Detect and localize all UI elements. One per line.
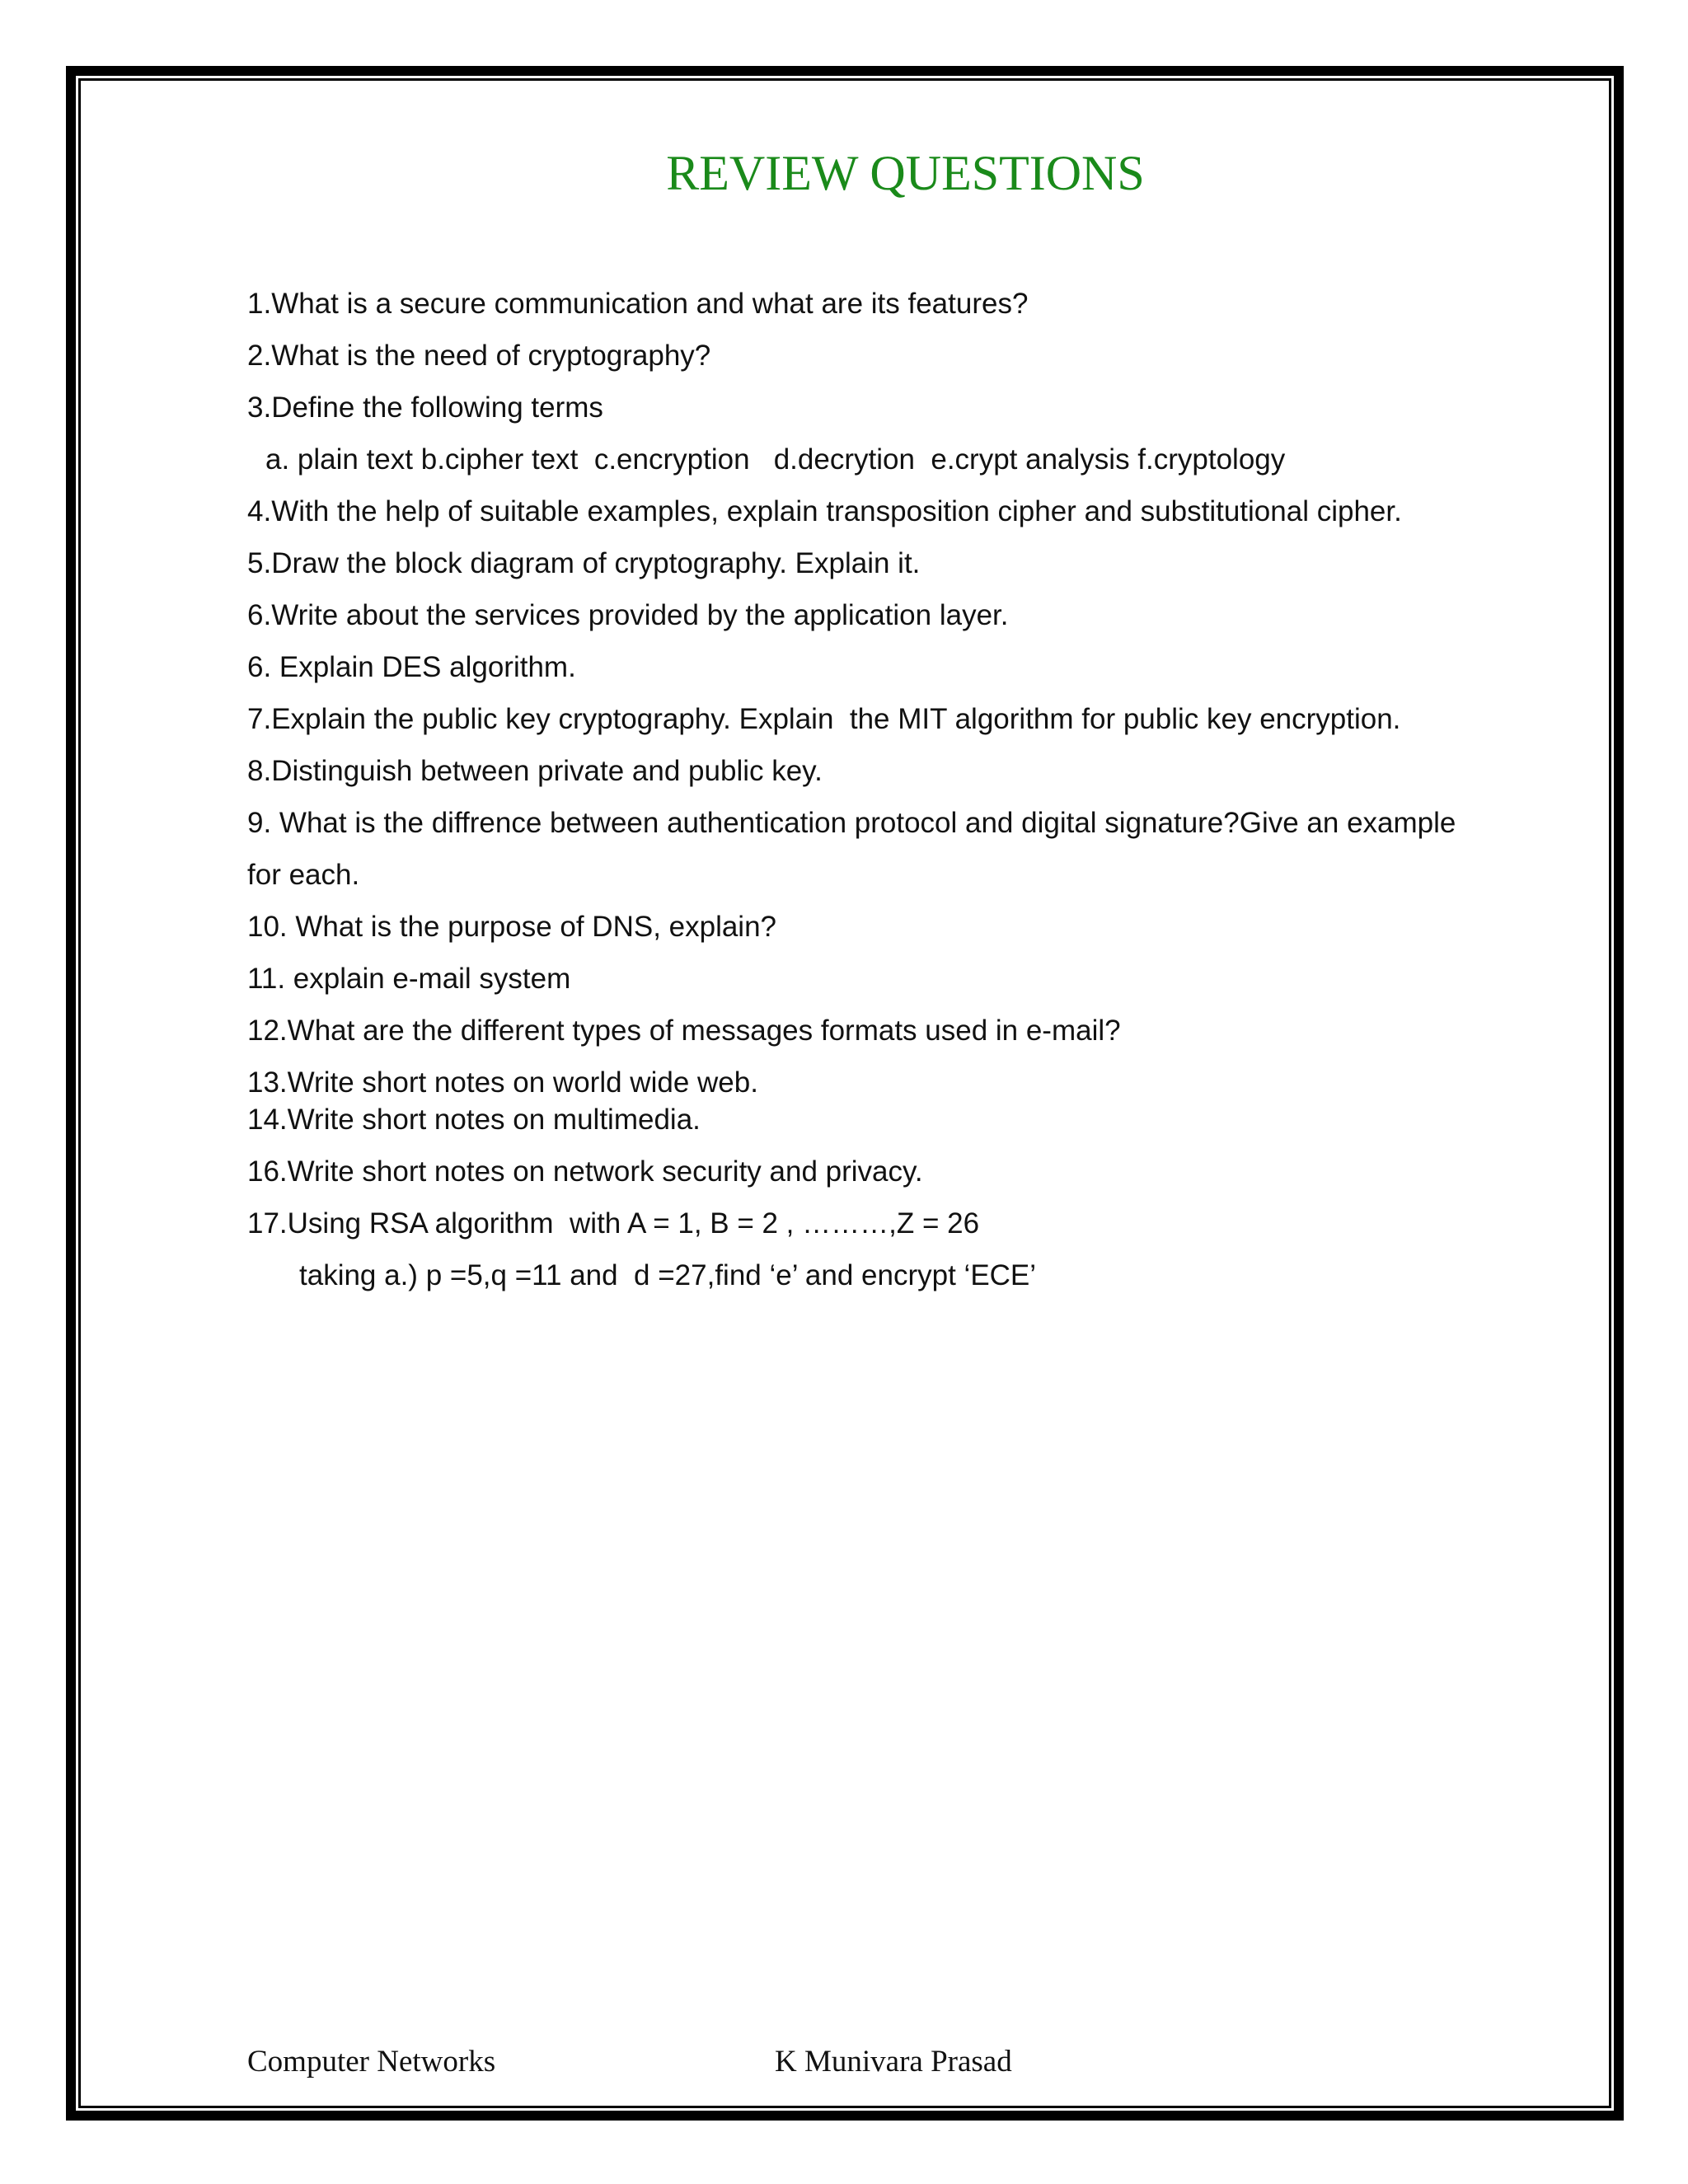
- question-item: 5.Draw the block diagram of cryptography. Explain it.: [247, 547, 921, 579]
- page-title: REVIEW QUESTIONS: [666, 146, 1145, 200]
- question-item: 11. explain e-mail system: [247, 963, 571, 995]
- question-continuation: for each.: [247, 859, 360, 891]
- question-item: 13.Write short notes on world wide web.: [247, 1066, 758, 1099]
- question-item: 14.Write short notes on multimedia.: [247, 1104, 701, 1136]
- question-item: 17.Using RSA algorithm with A = 1, B = 2 , ………,Z = 26: [247, 1207, 980, 1240]
- question-list: [247, 284, 1566, 1308]
- question-item: 3.Define the following terms: [247, 391, 603, 424]
- question-item: 16.Write short notes on network security and privacy.: [247, 1155, 923, 1188]
- question-item: 9. What is the diffrence between authentication protocol and digital signature?Give an example: [247, 807, 1456, 839]
- question-item: 12.What are the different types of messages formats used in e-mail?: [247, 1015, 1121, 1047]
- question-item: 1.What is a secure communication and what are its features?: [247, 288, 1029, 320]
- footer-author: K Munivara Prasad: [775, 2045, 1012, 2079]
- question-continuation: taking a.) p =5,q =11 and d =27,find ‘e’ and encrypt ‘ECE’: [299, 1259, 1037, 1291]
- question-item: 8.Distinguish between private and public key.: [247, 755, 823, 787]
- question-item: 7.Explain the public key cryptography. Explain the MIT algorithm for public key encryption.: [247, 703, 1401, 735]
- footer-subject: Computer Networks: [247, 2045, 496, 2079]
- question-item: 6.Write about the services provided by the application layer.: [247, 599, 1009, 631]
- question-item: 10. What is the purpose of DNS, explain?: [247, 911, 777, 943]
- question-item: 2.What is the need of cryptography?: [247, 340, 711, 372]
- question-subitem: a. plain text b.cipher text c.encryption d.decrytion e.crypt analysis f.cryptology: [265, 443, 1286, 476]
- question-item: 6. Explain DES algorithm.: [247, 651, 576, 683]
- question-item: 4.With the help of suitable examples, explain transposition cipher and substitutional cipher.: [247, 495, 1402, 527]
